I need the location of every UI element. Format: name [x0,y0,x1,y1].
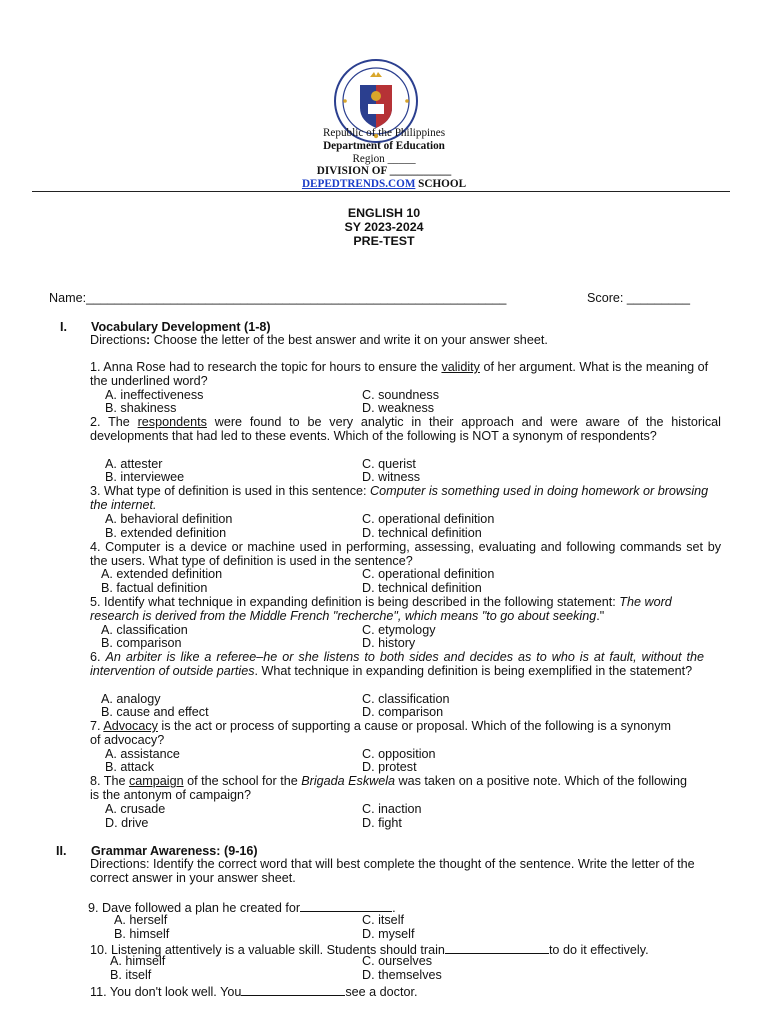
q4-option-a: A. extended definition [101,567,223,581]
header-division: DIVISION OF ___________ [316,165,452,177]
q1-option-d: D. weakness [362,401,435,415]
header-school-line [0,178,768,191]
q9-blank [300,900,392,912]
q10-option-b: B. itself [110,968,152,982]
section-2-numeral: II. [56,844,67,858]
q10-blank [445,942,549,954]
name-label: Name: [49,291,87,305]
score-blank: _________ [626,291,690,305]
question-9: 9. Dave followed a plan he created for . [88,901,396,915]
q8-option-c: C. inaction [362,802,422,816]
q4-option-d: D. technical definition [362,581,482,595]
q6-option-a: A. analogy [101,692,161,706]
question-11: 11. You don't look well. You see a doctor. [90,985,418,999]
q10-option-c: C. ourselves [362,954,432,968]
name-field[interactable] [49,291,506,305]
q3-option-a: A. behavioral definition [105,512,233,526]
q9-option-c: C. itself [362,913,404,927]
question-1: 1. Anna Rose had to research the topic for hours to ensure the validity of her argument. What is the meaning of the underlined word? [90,360,709,388]
q9-option-b: B. himself [114,927,170,941]
question-8: 8. The campaign of the school for the Brigada Eskwela was taken on a positive note. Which of the following is the antonym of campaign? [90,774,687,802]
q7-option-c: C. opposition [362,747,436,761]
q5-option-c: C. etymology [362,623,436,637]
q4-option-b: B. factual definition [101,581,208,595]
header-divider [32,191,730,192]
question-4: 4. Computer is a device or machine used in performing, assessing, evaluating and following commands set by the users. What type of definition is used in the sentence? [90,540,721,568]
section-1-directions: Directions: Choose the letter of the best answer and write it on your answer sheet. [90,333,548,347]
section-1-title: Vocabulary Development (1-8) [91,320,271,334]
score-label: Score: [587,291,627,305]
q10-option-a: A. himself [110,954,166,968]
section-1-numeral: I. [60,320,67,334]
depedtrends-link[interactable]: DEPEDTRENDS.COM [301,178,416,190]
school-year: SY 2023-2024 [344,220,424,234]
q11-blank [241,984,345,996]
question-7: 7. Advocacy is the act or process of supporting a cause or proposal. Which of the following is a synonym of advocacy? [90,719,672,747]
q2-option-d: D. witness [362,470,421,484]
section-2-title: Grammar Awareness: (9-16) [91,844,258,858]
q9-option-a: A. herself [114,913,168,927]
q1-option-c: C. soundness [362,388,440,402]
q4-option-c: C. operational definition [362,567,495,581]
q5-option-d: D. history [362,636,416,650]
name-blank: ____________________________________________________________ [86,291,507,305]
q6-option-c: C. classification [362,692,450,706]
section-2-directions: Directions: Identify the correct word that will best complete the thought of the sentence. Write the letter of the correct answer in your answer sheet. [90,857,695,885]
q6-option-d: D. comparison [362,705,444,719]
q6-option-b: B. cause and effect [101,705,209,719]
q2-option-b: B. interviewee [105,470,185,484]
q9-option-d: D. myself [362,927,415,941]
q8-option-a: A. crusade [105,802,166,816]
question-5: 5. Identify what technique in expanding definition is being described in the following statement: The word research is derived from the Middle French "recherche", which means "to go about seeking." [90,595,672,623]
q10-option-d: D. themselves [362,968,442,982]
subject-title: ENGLISH 10 [347,206,421,220]
q1-option-b: B. shakiness [105,401,177,415]
test-title: PRE-TEST [353,234,415,248]
q3-option-d: D. technical definition [362,526,482,540]
q2-option-a: A. attester [105,457,163,471]
q7-option-d: D. protest [362,760,417,774]
q3-option-b: B. extended definition [105,526,227,540]
q8-option-b: D. drive [105,816,149,830]
q8-option-d: D. fight [362,816,402,830]
score-field[interactable] [587,291,690,305]
q3-option-c: C. operational definition [362,512,495,526]
question-6: 6. An arbiter is like a referee–he or she listens to both sides and decides as to who is at fault, without the intervention of outside parties. What technique in expanding definition is being exemplified in the statement? [90,650,704,678]
header-school: SCHOOL [415,178,467,190]
q5-option-b: B. comparison [101,636,182,650]
question-10: 10. Listening attentively is a valuable skill. Students should train to do it effectively. [90,943,649,957]
header-region: Region _____ [352,153,416,165]
q5-option-a: A. classification [101,623,188,637]
question-3: 3. What type of definition is used in this sentence: Computer is something used in doing homework or browsing the internet. [90,484,709,512]
q7-option-a: A. assistance [105,747,180,761]
q7-option-b: B. attack [105,760,154,774]
q2-option-c: C. querist [362,457,416,471]
header-department: Department of Education [323,140,445,152]
header-republic: Republic of the Philippines [322,127,446,139]
q1-option-a: A. ineffectiveness [105,388,204,402]
question-2: 2. The respondents were found to be very analytic in their approach and were aware of the historical developments that had led to these events. Which of the following is NOT a synonym of respondents? [90,415,721,443]
